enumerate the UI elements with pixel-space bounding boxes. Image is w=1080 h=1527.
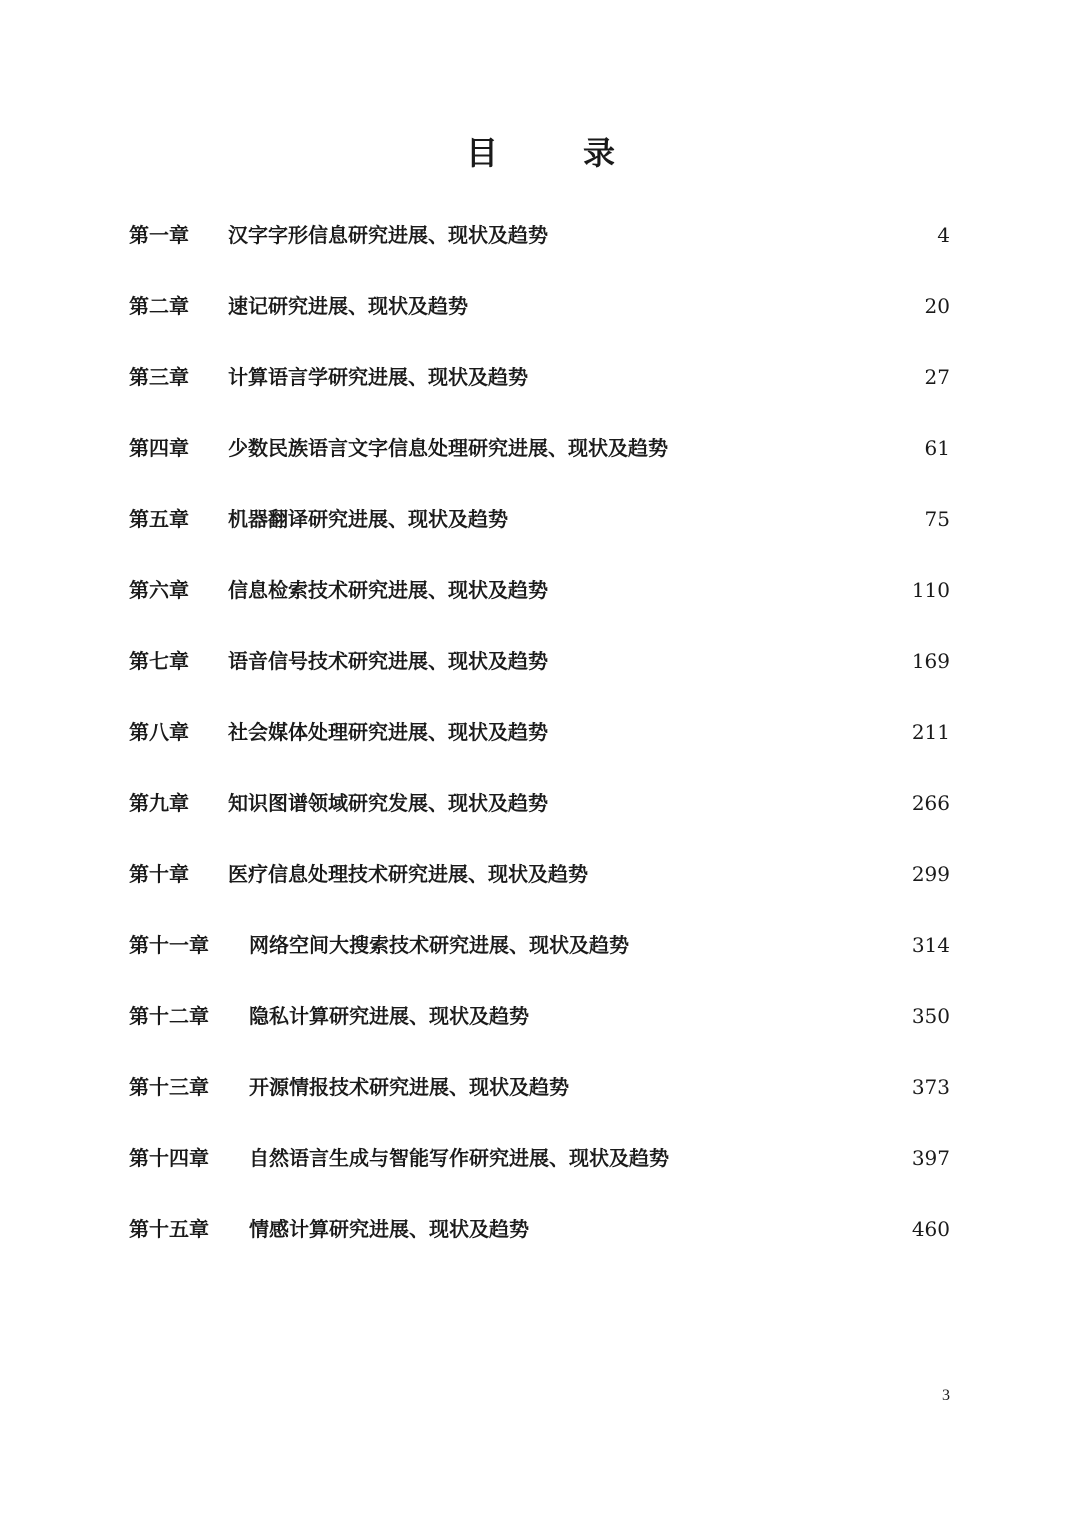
footer-page-number: 3 [942, 1387, 950, 1404]
toc-page-number: 61 [924, 436, 950, 460]
toc-chapter-title: 医疗信息处理技术研究进展、现状及趋势 [228, 862, 588, 886]
toc-page-number: 4 [937, 223, 950, 247]
toc-chapter-title: 汉字字形信息研究进展、现状及趋势 [228, 223, 548, 247]
toc-chapter-title: 社会媒体处理研究进展、现状及趋势 [228, 720, 548, 744]
toc-chapter-title: 网络空间大搜索技术研究进展、现状及趋势 [249, 933, 629, 957]
toc-page-number: 27 [924, 365, 950, 389]
toc-page-number: 20 [924, 294, 950, 318]
toc-entry-5[interactable] [0, 484, 1080, 555]
toc-entry-1[interactable] [0, 200, 1080, 271]
toc-entry-6[interactable] [0, 555, 1080, 626]
toc-entry-11[interactable] [0, 910, 1080, 981]
toc-chapter-title: 自然语言生成与智能写作研究进展、现状及趋势 [249, 1146, 669, 1170]
title-char-2: 录 [583, 134, 616, 172]
toc-page-number: 266 [911, 791, 950, 815]
toc-entry-12[interactable] [0, 981, 1080, 1052]
toc-page-number: 169 [911, 649, 950, 673]
toc-entry-14[interactable] [0, 1123, 1080, 1194]
toc-chapter-label: 第四章 [129, 436, 189, 460]
toc-page-number: 397 [911, 1146, 950, 1170]
toc-entry-10[interactable] [0, 839, 1080, 910]
toc-page-number: 75 [924, 507, 950, 531]
toc-chapter-title: 计算语言学研究进展、现状及趋势 [228, 365, 528, 389]
toc-page-number: 211 [911, 720, 950, 744]
toc-page-number: 110 [911, 578, 950, 602]
toc-page-number: 460 [911, 1217, 950, 1241]
toc-chapter-label: 第十二章 [129, 1004, 209, 1028]
toc-page-number: 314 [911, 933, 950, 957]
toc-chapter-label: 第六章 [129, 578, 189, 602]
toc-chapter-title: 速记研究进展、现状及趋势 [228, 294, 468, 318]
toc-chapter-title: 隐私计算研究进展、现状及趋势 [249, 1004, 529, 1028]
toc-entry-4[interactable] [0, 413, 1080, 484]
toc-chapter-label: 第十五章 [129, 1217, 209, 1241]
toc-chapter-title: 情感计算研究进展、现状及趋势 [249, 1217, 529, 1241]
toc-entry-13[interactable] [0, 1052, 1080, 1123]
toc-chapter-label: 第十一章 [129, 933, 209, 957]
toc-chapter-label: 第五章 [129, 507, 189, 531]
title-char-1: 目 [466, 134, 499, 172]
toc-page-number: 350 [911, 1004, 950, 1028]
toc-chapter-label: 第十章 [129, 862, 189, 886]
toc-page-number: 299 [911, 862, 950, 886]
toc-chapter-title: 机器翻译研究进展、现状及趋势 [228, 507, 508, 531]
toc-chapter-title: 语音信号技术研究进展、现状及趋势 [228, 649, 548, 673]
toc-entry-2[interactable] [0, 271, 1080, 342]
toc-chapter-label: 第九章 [129, 791, 189, 815]
toc-chapter-label: 第十三章 [129, 1075, 209, 1099]
toc-entry-7[interactable] [0, 626, 1080, 697]
toc-chapter-title: 知识图谱领域研究发展、现状及趋势 [228, 791, 548, 815]
toc-chapter-title: 开源情报技术研究进展、现状及趋势 [249, 1075, 569, 1099]
toc-chapter-label: 第三章 [129, 365, 189, 389]
toc-entry-8[interactable] [0, 697, 1080, 768]
toc-entry-3[interactable] [0, 342, 1080, 413]
toc-chapter-label: 第二章 [129, 294, 189, 318]
toc-chapter-title: 少数民族语言文字信息处理研究进展、现状及趋势 [228, 436, 668, 460]
toc-chapter-label: 第十四章 [129, 1146, 209, 1170]
toc-page-number: 373 [911, 1075, 950, 1099]
toc-entry-15[interactable] [0, 1194, 1080, 1265]
page-title [0, 128, 1080, 178]
toc-entry-9[interactable] [0, 768, 1080, 839]
toc-chapter-label: 第八章 [129, 720, 189, 744]
toc-chapter-title: 信息检索技术研究进展、现状及趋势 [228, 578, 548, 602]
toc-chapter-label: 第七章 [129, 649, 189, 673]
toc-chapter-label: 第一章 [129, 223, 189, 247]
